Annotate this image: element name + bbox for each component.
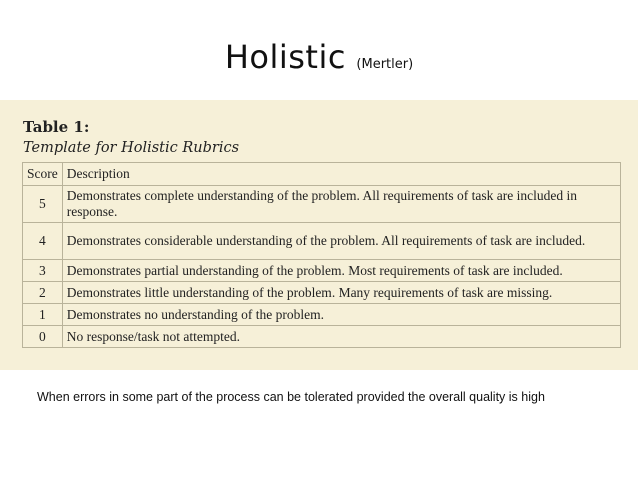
row-description: Demonstrates little understanding of the problem. Many requirements of task are missing. — [62, 282, 620, 304]
header-description: Description — [62, 163, 620, 186]
title-text: Holistic — [224, 38, 346, 76]
table-row — [23, 326, 621, 348]
slide-note: When errors in some part of the process can be tolerated provided the overall quality is high — [37, 390, 545, 404]
row-description: Demonstrates complete understanding of the problem. All requirements of task are included in response. — [62, 186, 620, 223]
row-description: Demonstrates considerable understanding of the problem. All requirements of task are included. — [62, 223, 620, 260]
table-row — [23, 223, 621, 260]
row-description: Demonstrates no understanding of the problem. — [62, 304, 620, 326]
table-row — [23, 282, 621, 304]
row-score: 1 — [23, 304, 63, 326]
row-description: No response/task not attempted. — [62, 326, 620, 348]
header-score: Score — [23, 163, 63, 186]
title-attribution: (Mertler) — [356, 57, 414, 72]
row-score: 4 — [23, 223, 63, 260]
row-description: Demonstrates partial understanding of the problem. Most requirements of task are included. — [62, 260, 620, 282]
table-subcaption: Template for Holistic Rubrics — [23, 140, 240, 156]
table-caption: Table 1: — [23, 118, 90, 136]
row-score: 3 — [23, 260, 63, 282]
row-score: 0 — [23, 326, 63, 348]
rubric-table-image — [0, 100, 638, 370]
table-header-row — [23, 163, 621, 186]
table-row — [23, 260, 621, 282]
table-row — [23, 186, 621, 223]
slide-title — [0, 38, 638, 76]
rubric-table — [22, 162, 621, 348]
row-score: 5 — [23, 186, 63, 223]
row-score: 2 — [23, 282, 63, 304]
table-row — [23, 304, 621, 326]
